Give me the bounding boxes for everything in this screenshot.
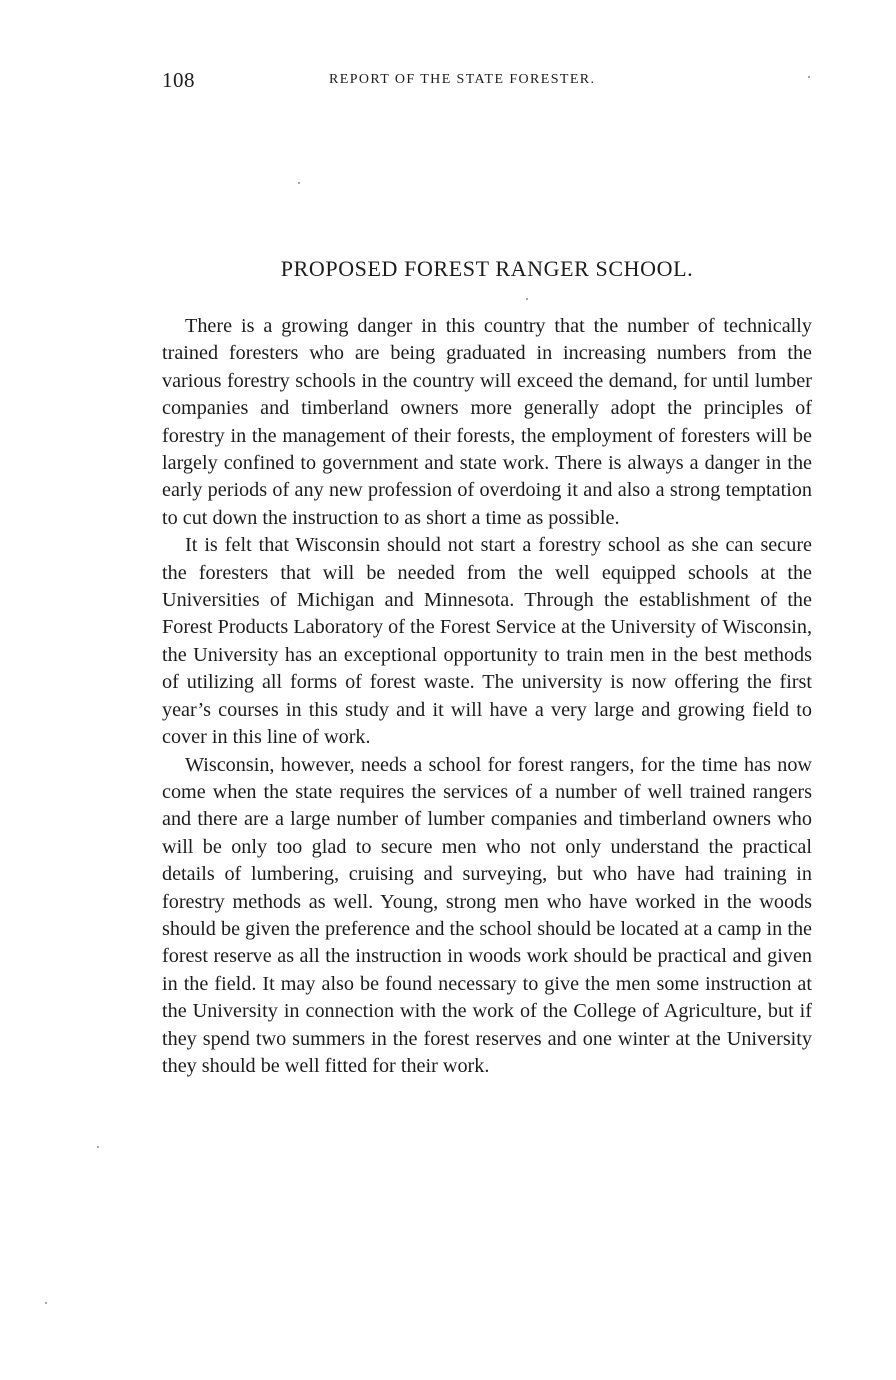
scan-speck xyxy=(97,1146,99,1148)
running-header xyxy=(162,68,812,96)
scan-speck xyxy=(298,182,300,184)
paragraph-3: Wisconsin, however, needs a school for forest rangers, for the time has now come when the state requires the services of a number of well trained rangers and there are a large number of lumber companies and timberland owners who will be only too glad to secure men who not only understand the practical details of lumbering, cruising and surveying, but who have had training in forestry methods as well. Young, strong men who have worked in the woods should be given the preference and the school should be located at a camp in the forest reserve as all the instruction in woods work should be practical and given in the field. It may also be found necessary to give the men some instruction at the University in connection with the work of the College of Agriculture, but if they spend two summers in the forest reserves and one winter at the University they should be well fitted for their work. xyxy=(162,753,812,1077)
section-title: PROPOSED FOREST RANGER SCHOOL. xyxy=(280,256,694,281)
page-number: 108 xyxy=(162,68,195,92)
body-text xyxy=(162,313,812,1080)
scan-speck xyxy=(526,298,528,300)
paragraph-1: There is a growing danger in this country that the number of technically trained foresters who are being graduated in increasing numbers from the various forestry schools in the country will exceed the demand, for until lumber companies and timberland owners more generally adopt the principles of forestry in the management of their forests, the employment of foresters will be largely confined to government and state work. There is always a danger in the early periods of any new profession of overdoing it and also a strong temptation to cut down the instruction to as short a time as possible. xyxy=(162,315,812,529)
paragraph-2: It is felt that Wisconsin should not start a forestry school as she can secure the foresters that will be needed from the well equipped schools at the Universities of Michigan and Minnesota. Through the establishment of the Forest Products Laboratory of the Forest Service at the University of Wisconsin, the University has an exceptional opportunity to train men in the best methods of utilizing all forms of forest waste. The university is now offering the first year’s courses in this study and it will have a very large and growing field to cover in this line of work. xyxy=(162,534,812,749)
scan-speck xyxy=(45,1302,47,1304)
running-title: REPORT OF THE STATE FORESTER. xyxy=(329,72,596,87)
scan-speck xyxy=(808,76,810,78)
